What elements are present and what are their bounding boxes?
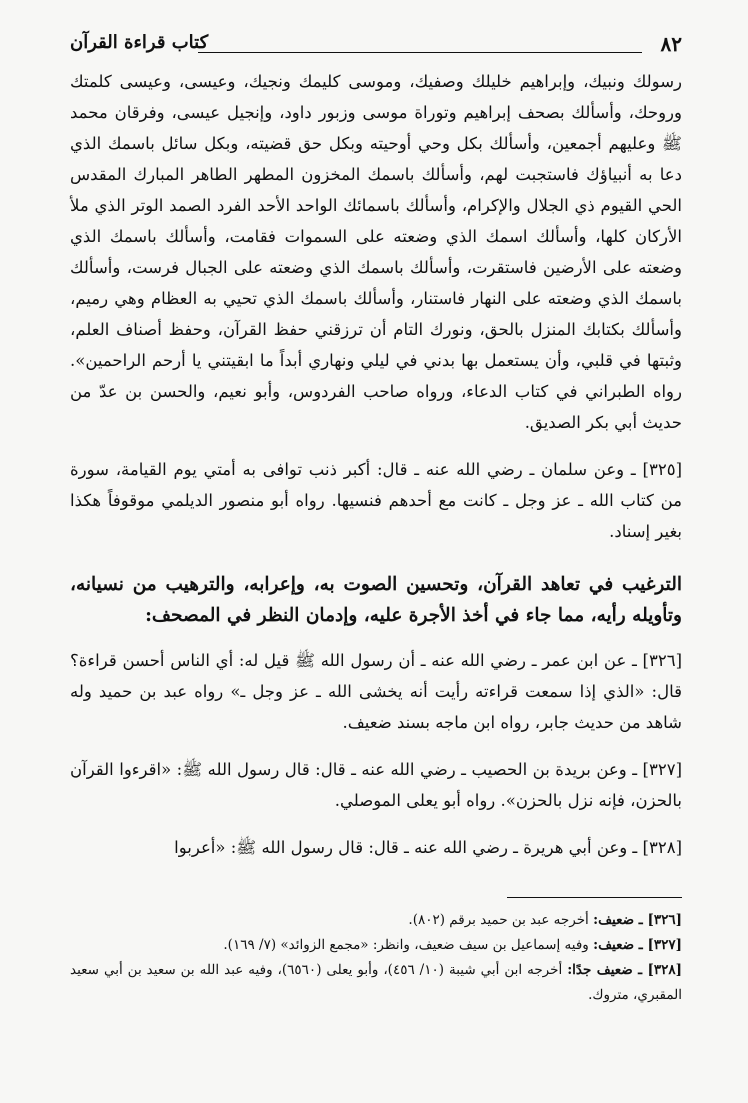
footnote-tag: [٣٢٨] ـ ضعيف جدًا: <box>567 962 682 978</box>
hadith-number: [٣٢٦] <box>642 651 682 670</box>
footnote-326 <box>70 908 682 933</box>
spacer <box>70 816 682 828</box>
running-title: كتاب قراءة القرآن <box>70 32 209 53</box>
spacer <box>70 738 682 750</box>
opening-paragraph: رسولك ونبيك، وإبراهيم خليلك وصفيك، وموسى كليمك ونجيك، وعيسى، وعيسى كلمتك وروحك، وأسألك بصحف إبراهيم وتوراة موسى وزبور داود، وإنجيل عيسى، وفرقان محمد ﷺ وعليهم أجمعين، وأسألك بكل وحي أوحيته وبكل حق قضيته، وبكل سائل باسمك الذي دعا به أنبياؤك فاستجبت لهم، وأسألك باسمك المخزون المطهر الطاهر المبارك المقدس الحي القيوم ذي الجلال والإكرام، وأسألك باسمائك الواحد الأحد الفرد الصمد الوتر الذي ملأ الأركان كلها، وأسألك اسمك الذي وضعته على السموات فقامت، وأسألك باسمك الذي وضعته على الأرضين فاستقرت، وأسألك باسمك الذي وضعته على الجبال فرست، وأسألك باسمك الذي وضعته على النهار فاستنار، وأسألك باسمك الذي تحيي به العظام وهي رميم، وأسألك بكتابك المنزل بالحق، ونورك التام أن ترزقني حفظ القرآن، وحفظ أصناف العلم، وثبتها في قلبي، وأن يستعمل بها بدني في ليلي ونهاري أبداً ما ابقيتني يا أرحم الراحمين». رواه الطبراني في كتاب الدعاء، ورواه صاحب الفردوس، وأبو نعيم، والحسن بن عدّ من حديث أبي بكر الصديق. <box>70 72 682 432</box>
hadith-325 <box>70 454 682 547</box>
section-heading: الترغيب في تعاهد القرآن، وتحسين الصوت به، وإعرابه، والترهيب من نسيانه، وتأويله رأيه، مما جاء في أخذ الأجرة عليه، وإدمان النظر في المصحف: <box>70 574 682 626</box>
footnote-text: أخرجه ابن أبي شيبة (١٠/ ٤٥٦)، وأبو يعلى (٦٥٦٠)، وفيه عبد الله بن سعيد بن أبي سعيد المقبري، متروك. <box>70 962 682 1003</box>
hadith-number: [٣٢٥] <box>642 460 683 479</box>
page-number: ٨٢ <box>660 32 682 56</box>
hadith-326 <box>70 645 682 738</box>
hadith-text: ـ وعن أبي هريرة ـ رضي الله عنه ـ قال: قال رسول الله ﷺ: «أعربوا <box>174 838 638 857</box>
footnote-text: وفيه إسماعيل بن سيف ضعيف، وانظر: «مجمع الزوائد» (٧/ ١٦٩). <box>223 937 594 953</box>
hadith-text: ـ وعن بريدة بن الحصيب ـ رضي الله عنه ـ قال: قال رسول الله ﷺ: «اقرءوا القرآن بالحزن، فإنه نزل بالحزن». رواه أبو يعلى الموصلي. <box>70 760 682 810</box>
hadith-number: [٣٢٧] <box>642 760 682 779</box>
footnote-tag: [٣٢٦] ـ ضعيف: <box>593 912 682 928</box>
page-header <box>70 30 682 66</box>
hadith-327 <box>70 754 682 816</box>
header-rule <box>198 52 642 53</box>
footnote-text: أخرجه عبد بن حميد برقم (٨٠٢). <box>408 912 594 928</box>
footnote-tag: [٣٢٧] ـ ضعيف: <box>593 937 682 953</box>
hadith-328 <box>70 832 682 863</box>
footnote-328 <box>70 958 682 1008</box>
hadith-text: ـ عن ابن عمر ـ رضي الله عنه ـ أن رسول الله ﷺ قيل له: أي الناس أحسن قراءة؟ قال: «الذي إذا سمعت قراءته رأيت أنه يخشى الله ـ عز وجل ـ» رواه عبد بن حميد وله شاهد من حديث جابر، رواه ابن ماجه بسند ضعيف. <box>70 651 682 732</box>
hadith-number: [٣٢٨] <box>642 838 682 857</box>
footnote-327 <box>70 933 682 958</box>
hadith-text: ـ وعن سلمان ـ رضي الله عنه ـ قال: أكبر ذنب توافى به أمتي يوم القيامة، سورة من كتاب الله ـ عز وجل ـ كانت مع أحدهم فنسيها. رواه أبو منصور الديلمي موقوفاً هكذا بغير إسناد. <box>70 460 682 541</box>
book-page <box>70 30 682 1008</box>
spacer <box>70 438 682 450</box>
footnotes-rule <box>507 897 682 898</box>
